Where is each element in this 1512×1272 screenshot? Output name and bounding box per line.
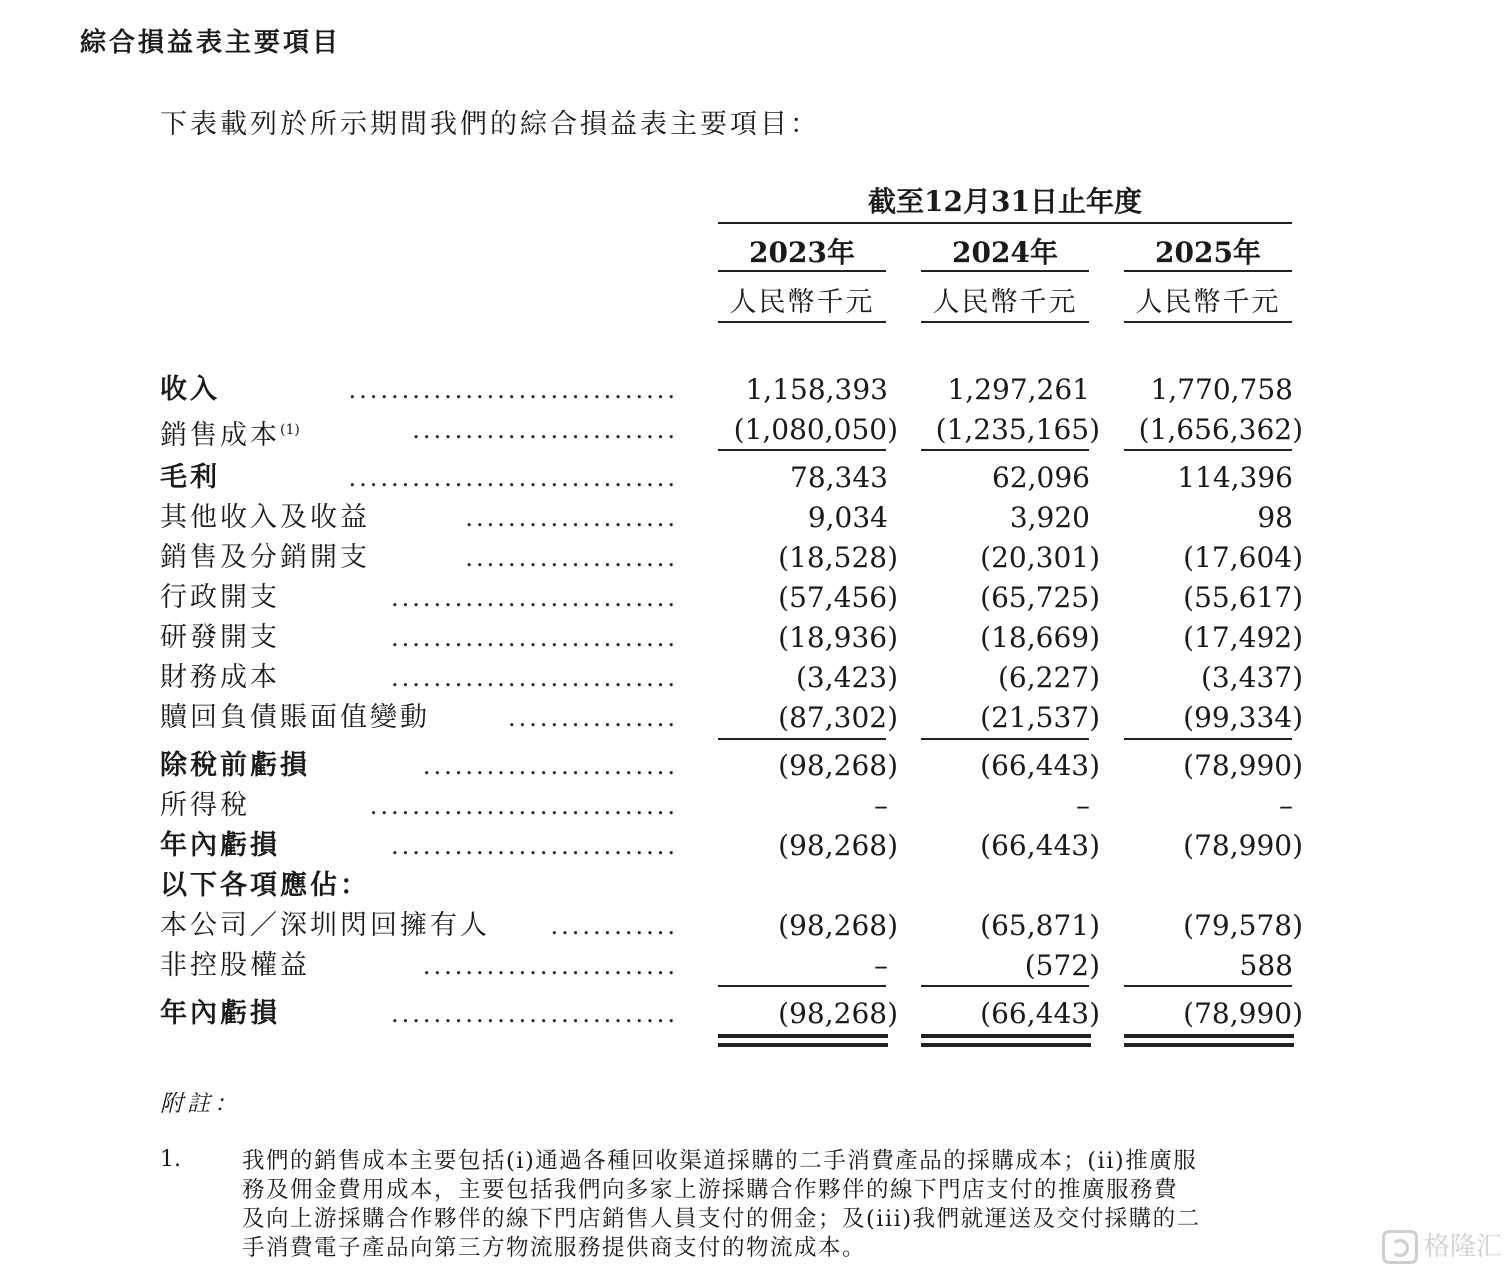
year-rule bbox=[718, 270, 886, 272]
cell-value: (79,578) bbox=[1183, 909, 1303, 942]
row-label bbox=[160, 748, 310, 784]
cell-value: (1,235,165) bbox=[935, 413, 1100, 446]
cell-value: 1,770,758 bbox=[1150, 373, 1293, 406]
note-line: 我們的銷售成本主要包括(i)通過各種回收渠道採購的二手消費產品的採購成本；(ii)推廣服 bbox=[242, 1148, 1198, 1174]
unit-rule bbox=[921, 321, 1089, 323]
table-row bbox=[0, 500, 1512, 540]
subtotal-rule bbox=[921, 985, 1089, 987]
cell-value: (98,268) bbox=[778, 749, 898, 782]
dot-leader: ............................. bbox=[369, 792, 678, 820]
row-label bbox=[160, 868, 370, 904]
total-double-rule bbox=[1124, 1043, 1294, 1047]
cell-value: (78,990) bbox=[1183, 829, 1303, 862]
subtotal-rule bbox=[921, 449, 1089, 451]
dot-leader: ................ bbox=[507, 704, 678, 732]
unit-label: 人民幣千元 bbox=[729, 287, 875, 318]
dot-leader: .................... bbox=[465, 544, 678, 572]
cell-value: (17,492) bbox=[1183, 621, 1303, 654]
table-row bbox=[0, 540, 1512, 580]
cell-value: (18,528) bbox=[778, 541, 898, 574]
table-row bbox=[0, 620, 1512, 660]
cell-value: (66,443) bbox=[980, 749, 1100, 782]
dot-leader: ........................... bbox=[391, 832, 678, 860]
dot-leader: ........................... bbox=[391, 624, 678, 652]
row-label-text: 銷售成本 bbox=[160, 420, 280, 451]
row-label bbox=[160, 412, 300, 454]
unit-rule bbox=[718, 321, 886, 323]
cell-value: 9,034 bbox=[807, 501, 888, 534]
cell-value: (18,669) bbox=[980, 621, 1100, 654]
row-label-text: 銷售及分銷開支 bbox=[160, 542, 370, 573]
cell-value: 78,343 bbox=[790, 461, 888, 494]
dot-leader: .................... bbox=[465, 504, 678, 532]
unit-rule bbox=[1124, 321, 1292, 323]
note-line: 手消費電子產品向第三方物流服務提供商支付的物流成本。 bbox=[242, 1235, 867, 1261]
cell-value: – bbox=[1076, 789, 1090, 822]
row-label bbox=[160, 540, 370, 576]
dot-leader: ............ bbox=[550, 912, 678, 940]
section-title: 綜合損益表主要項目 bbox=[80, 28, 342, 58]
table-row bbox=[0, 748, 1512, 788]
subtotal-rule bbox=[718, 449, 886, 451]
row-label-text: 非控股權益 bbox=[160, 950, 310, 981]
table-row bbox=[0, 828, 1512, 868]
note-number: 1. bbox=[160, 1147, 181, 1172]
row-label-text: 收入 bbox=[160, 374, 220, 405]
cell-value: 3,920 bbox=[1009, 501, 1090, 534]
total-double-rule bbox=[718, 1043, 888, 1047]
row-label-text: 毛利 bbox=[160, 462, 220, 493]
cell-value: 1,297,261 bbox=[947, 373, 1090, 406]
cell-value: (65,871) bbox=[980, 909, 1100, 942]
cell-value: (1,080,050) bbox=[733, 413, 898, 446]
table-row bbox=[0, 996, 1512, 1036]
dot-leader: ........................ bbox=[422, 952, 678, 980]
dot-leader: ........................... bbox=[391, 664, 678, 692]
watermark-logo bbox=[1382, 1226, 1502, 1265]
intro-text: 下表載列於所示期間我們的綜合損益表主要項目： bbox=[160, 109, 820, 140]
dot-leader: ............................... bbox=[348, 464, 678, 492]
footnote-ref: (1) bbox=[280, 422, 300, 438]
table-row bbox=[0, 868, 1512, 908]
cell-value: (78,990) bbox=[1183, 997, 1303, 1030]
year-rule bbox=[921, 270, 1089, 272]
row-label-text: 年內虧損 bbox=[160, 830, 280, 861]
table-row bbox=[0, 580, 1512, 620]
dot-leader: ........................ bbox=[422, 752, 678, 780]
cell-value: (57,456) bbox=[778, 581, 898, 614]
row-label bbox=[160, 620, 280, 656]
cell-value: 588 bbox=[1239, 949, 1293, 982]
subtotal-rule bbox=[1124, 985, 1292, 987]
note-line: 及向上游採購合作夥伴的線下門店銷售人員支付的佣金；及(iii)我們就運送及交付採購的二 bbox=[242, 1206, 1201, 1232]
row-label-text: 財務成本 bbox=[160, 662, 280, 693]
cell-value: – bbox=[874, 789, 888, 822]
row-label bbox=[160, 948, 310, 984]
total-double-rule bbox=[718, 1034, 888, 1038]
total-double-rule bbox=[921, 1043, 1091, 1047]
dot-leader: ......................... bbox=[412, 416, 678, 444]
watermark-text: 格隆汇 bbox=[1423, 1231, 1502, 1262]
table-row bbox=[0, 412, 1512, 452]
table-row bbox=[0, 948, 1512, 988]
unit-label: 人民幣千元 bbox=[1135, 287, 1281, 318]
row-label bbox=[160, 788, 250, 824]
table-row bbox=[0, 908, 1512, 948]
cell-value: (87,302) bbox=[778, 701, 898, 734]
row-label-text: 本公司／深圳閃回擁有人 bbox=[160, 910, 490, 941]
cell-value: (99,334) bbox=[1183, 701, 1303, 734]
cell-value: (66,443) bbox=[980, 829, 1100, 862]
subtotal-rule bbox=[1124, 738, 1292, 740]
table-row bbox=[0, 460, 1512, 500]
total-double-rule bbox=[921, 1034, 1091, 1038]
table-row bbox=[0, 788, 1512, 828]
cell-value: 1,158,393 bbox=[745, 373, 888, 406]
cell-value: (17,604) bbox=[1183, 541, 1303, 574]
table-row bbox=[0, 372, 1512, 412]
row-label bbox=[160, 828, 280, 864]
cell-value: (98,268) bbox=[778, 997, 898, 1030]
year-header-2024: 2024年 bbox=[952, 236, 1058, 269]
row-label bbox=[160, 996, 280, 1032]
row-label bbox=[160, 500, 370, 536]
cell-value: (20,301) bbox=[980, 541, 1100, 574]
dot-leader: ........................... bbox=[391, 584, 678, 612]
cell-value: (1,656,362) bbox=[1138, 413, 1303, 446]
cell-value: (6,227) bbox=[997, 661, 1100, 694]
table-row bbox=[0, 700, 1512, 740]
cell-value: (18,936) bbox=[778, 621, 898, 654]
cell-value: (66,443) bbox=[980, 997, 1100, 1030]
dot-leader: ........................... bbox=[391, 1000, 678, 1028]
row-label bbox=[160, 700, 430, 736]
cell-value: (98,268) bbox=[778, 909, 898, 942]
row-label bbox=[160, 908, 490, 944]
subtotal-rule bbox=[921, 738, 1089, 740]
cell-value: (55,617) bbox=[1183, 581, 1303, 614]
subtotal-rule bbox=[718, 738, 886, 740]
row-label bbox=[160, 372, 220, 408]
row-label-text: 年內虧損 bbox=[160, 998, 280, 1029]
cell-value: (65,725) bbox=[980, 581, 1100, 614]
cell-value: (21,537) bbox=[980, 701, 1100, 734]
row-label bbox=[160, 460, 220, 496]
period-rule bbox=[718, 222, 1292, 224]
row-label-text: 所得稅 bbox=[160, 790, 250, 821]
cell-value: (3,423) bbox=[795, 661, 898, 694]
row-label-text: 行政開支 bbox=[160, 582, 280, 613]
year-header-2025: 2025年 bbox=[1155, 236, 1261, 269]
subtotal-rule bbox=[718, 985, 886, 987]
note-line: 務及佣金費用成本，主要包括我們向多家上游採購合作夥伴的線下門店支付的推廣服務費 bbox=[242, 1177, 1179, 1203]
cell-value: (572) bbox=[1024, 949, 1100, 982]
year-header-2023: 2023年 bbox=[749, 236, 855, 269]
cell-value: 98 bbox=[1257, 501, 1293, 534]
row-label-text: 除稅前虧損 bbox=[160, 750, 310, 781]
cell-value: 62,096 bbox=[992, 461, 1090, 494]
row-label-text: 研發開支 bbox=[160, 622, 280, 653]
row-label-text: 以下各項應佔： bbox=[160, 870, 370, 901]
cell-value: (3,437) bbox=[1200, 661, 1303, 694]
total-double-rule bbox=[1124, 1034, 1294, 1038]
row-label-text: 其他收入及收益 bbox=[160, 502, 370, 533]
cell-value: – bbox=[874, 949, 888, 982]
dot-leader: ............................... bbox=[348, 376, 678, 404]
unit-label: 人民幣千元 bbox=[932, 287, 1078, 318]
subtotal-rule bbox=[1124, 449, 1292, 451]
cell-value: 114,396 bbox=[1177, 461, 1293, 494]
cell-value: (78,990) bbox=[1183, 749, 1303, 782]
row-label bbox=[160, 660, 280, 696]
watermark-icon bbox=[1382, 1230, 1418, 1264]
cell-value: – bbox=[1279, 789, 1293, 822]
row-label bbox=[160, 580, 280, 616]
cell-value: (98,268) bbox=[778, 829, 898, 862]
period-header: 截至12月31日止年度 bbox=[868, 185, 1142, 218]
table-row bbox=[0, 660, 1512, 700]
notes-heading: 附註： bbox=[160, 1091, 241, 1117]
row-label-text: 贖回負債賬面值變動 bbox=[160, 702, 430, 733]
year-rule bbox=[1124, 270, 1292, 272]
